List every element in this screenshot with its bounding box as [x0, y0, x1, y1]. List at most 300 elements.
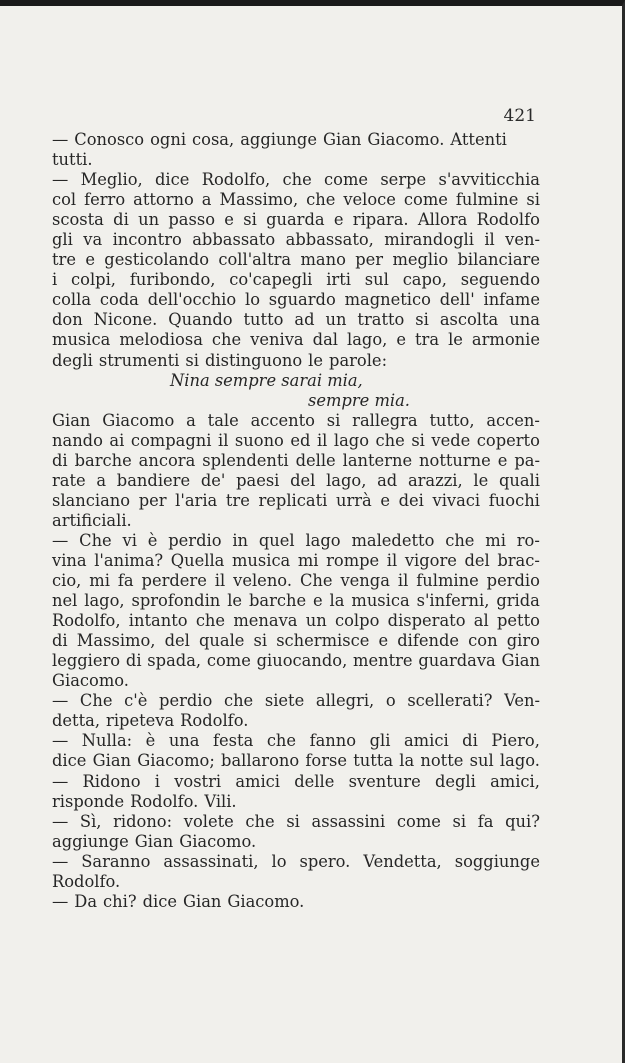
word: ro- — [516, 530, 540, 550]
word: giuocando, — [256, 651, 348, 671]
word: colpo — [335, 611, 380, 631]
word: vivaci — [432, 490, 481, 510]
word: delle — [294, 771, 335, 791]
word: perdere — [141, 571, 207, 591]
word: di — [52, 450, 68, 470]
text-line — [52, 792, 540, 812]
word: dice — [52, 751, 87, 771]
word: e — [313, 591, 323, 611]
word: come — [403, 190, 448, 210]
text-line — [52, 190, 540, 210]
word: suono — [234, 430, 284, 450]
word: s'inferni, — [416, 591, 490, 611]
word: il — [386, 550, 398, 570]
word: coll'altra — [218, 250, 292, 270]
word: paesi — [236, 470, 280, 490]
word: Da — [74, 891, 98, 911]
word: con — [468, 631, 498, 651]
word: Quella — [170, 550, 225, 570]
word: infame — [483, 290, 540, 310]
word: detta, — [52, 711, 101, 731]
word: lanterne — [342, 450, 413, 470]
word: cosa, — [192, 130, 235, 149]
word: Nulla: — [81, 731, 133, 751]
word: si — [253, 631, 268, 651]
text-line — [52, 571, 540, 591]
word: aggiunge — [52, 831, 129, 851]
text-line — [52, 892, 540, 912]
word: tratto — [357, 310, 405, 330]
word: di — [462, 731, 478, 751]
word: intanto — [128, 611, 188, 631]
word: il — [217, 430, 229, 450]
word: risponde — [52, 791, 125, 811]
word: Allora — [417, 210, 468, 230]
word: si — [526, 190, 540, 210]
word: che — [211, 330, 242, 350]
word: lago, — [84, 591, 125, 611]
word: rompe — [326, 550, 380, 570]
word: allegri, — [315, 691, 375, 711]
word: e — [497, 450, 508, 470]
word: amici — [235, 771, 280, 791]
text-line — [52, 852, 540, 872]
text-line — [52, 731, 540, 751]
word: Che — [79, 530, 112, 550]
word: veniva — [250, 330, 304, 350]
word: Giacomo. — [52, 671, 129, 691]
word: Giacomo. — [227, 891, 305, 911]
word: tutto, — [429, 410, 475, 430]
word: il — [214, 571, 226, 591]
word: Meglio, — [80, 170, 143, 190]
word: a — [96, 470, 107, 490]
word: c'è — [124, 691, 148, 711]
word: accen- — [486, 410, 540, 430]
text-line — [52, 671, 540, 691]
word: a — [201, 190, 212, 210]
word: ridono: — [113, 811, 173, 831]
word: de' — [200, 470, 226, 490]
word: si — [452, 811, 467, 831]
word: dal — [312, 330, 338, 350]
word: lago — [305, 530, 341, 550]
word: Gian — [92, 751, 132, 771]
text-line — [52, 491, 540, 511]
word: ripara. — [352, 210, 409, 230]
word: splendenti — [202, 450, 289, 470]
word: col — [52, 190, 77, 210]
word: lago, — [326, 470, 367, 490]
word: gli — [369, 731, 391, 751]
word: Vendetta, — [363, 851, 442, 871]
word: tale — [207, 410, 239, 430]
word: che — [195, 611, 226, 631]
word: che — [306, 190, 336, 210]
word: lago. — [499, 751, 540, 771]
word: vede — [431, 430, 471, 450]
word: le — [308, 350, 324, 370]
body-text — [52, 130, 540, 912]
word: una — [168, 731, 200, 751]
word: Rodolfo. — [52, 871, 121, 891]
word: Ven- — [504, 691, 540, 711]
word: Quando — [168, 310, 233, 330]
word: dell' — [439, 290, 475, 310]
word: gesticolando — [104, 250, 210, 270]
word: Rodolfo — [476, 210, 540, 230]
word: Piero, — [491, 731, 540, 751]
text-line — [52, 150, 540, 170]
word: mentre — [353, 651, 413, 671]
word: Gian — [134, 831, 174, 851]
word: la — [399, 751, 415, 771]
text-line — [52, 711, 540, 731]
word: strumenti — [98, 350, 180, 370]
word: una — [509, 310, 540, 330]
word: mi — [297, 550, 319, 570]
word: dell'occhio — [147, 290, 237, 310]
word: perdio — [486, 571, 540, 591]
word: è — [145, 731, 156, 751]
word: quali — [498, 470, 540, 490]
word: Attenti — [450, 130, 507, 149]
word: tutti. — [52, 150, 93, 170]
word: che — [375, 430, 405, 450]
word: perdio — [159, 691, 213, 711]
word: un — [138, 210, 160, 230]
word: menava — [233, 611, 298, 631]
word: scellerati? — [407, 691, 493, 711]
word: scosta — [52, 210, 104, 230]
word: il — [484, 230, 495, 250]
word: — — [52, 530, 69, 550]
word: barche — [248, 591, 307, 611]
word: che — [445, 530, 475, 550]
text-line — [52, 170, 540, 190]
word: Rodolfo. — [180, 711, 249, 731]
word: Giacomo. — [367, 130, 445, 149]
word: si — [415, 310, 429, 330]
text-line — [52, 431, 540, 451]
word: mirandogli — [384, 230, 474, 250]
word: accento — [250, 410, 315, 430]
word: e — [333, 210, 344, 230]
word: furibondo, — [129, 270, 216, 290]
word: cio, — [52, 571, 82, 591]
word: nel — [52, 591, 78, 611]
text-line — [52, 751, 540, 771]
word: e — [396, 330, 406, 350]
word: l'aria — [175, 490, 218, 510]
word: tutto — [243, 310, 284, 330]
word: artificiali. — [52, 510, 132, 530]
word: passo — [168, 210, 216, 230]
word: meglio — [392, 250, 449, 270]
word: abbassato, — [285, 230, 374, 250]
word: e — [380, 490, 390, 510]
word: — — [52, 170, 69, 190]
word: a — [186, 410, 196, 430]
word: del — [164, 631, 190, 651]
word: vigore — [404, 550, 457, 570]
word: musica — [52, 330, 111, 350]
word: i — [52, 270, 58, 290]
word: notturne — [419, 450, 491, 470]
word: — — [52, 811, 69, 831]
word: o — [385, 691, 396, 711]
word: disperato — [387, 611, 466, 631]
word: mi — [89, 571, 110, 591]
word: notte — [420, 751, 464, 771]
word: le — [473, 470, 489, 490]
word: sul — [469, 751, 494, 771]
word: per — [138, 490, 167, 510]
word: — — [52, 130, 69, 149]
page-number: 421 — [503, 106, 536, 126]
word: Gian — [323, 130, 362, 149]
word: si — [243, 210, 257, 230]
word: volete — [183, 811, 234, 831]
text-line — [52, 772, 540, 792]
word: le — [227, 591, 243, 611]
word: sguardo — [268, 290, 336, 310]
word: lo — [244, 290, 260, 310]
word: lo — [271, 851, 287, 871]
word: incontro — [112, 230, 182, 250]
word: abbassato — [192, 230, 276, 250]
text-line — [52, 290, 540, 310]
text-line — [52, 270, 540, 290]
word: che — [282, 170, 312, 190]
word: — — [52, 891, 69, 911]
text-line — [52, 832, 540, 852]
word: Giacomo; — [137, 751, 215, 771]
word: Rodolfo, — [201, 170, 271, 190]
word: tutta — [353, 751, 394, 771]
text-line — [52, 210, 540, 230]
word: tre — [52, 250, 76, 270]
word: fulmine — [416, 571, 479, 591]
word: Gian — [182, 891, 222, 911]
text-line — [52, 812, 540, 832]
text-line — [52, 631, 540, 651]
text-line — [52, 330, 540, 350]
word: soggiunge — [454, 851, 540, 871]
word: replicati — [258, 490, 328, 510]
word: di — [125, 651, 142, 671]
word: le — [448, 330, 463, 350]
word: un — [325, 310, 347, 330]
text-line — [52, 551, 540, 571]
word: in — [232, 530, 249, 550]
verse-line: sempre mia. — [308, 390, 410, 410]
word: spada, — [147, 651, 202, 671]
word: spero. — [299, 851, 351, 871]
word: per — [355, 250, 384, 270]
word: forse — [305, 751, 347, 771]
word: serpe — [380, 170, 427, 190]
word: assassinati, — [163, 851, 259, 871]
word: dei — [398, 490, 424, 510]
word: slanciano — [52, 490, 131, 510]
word: ogni — [150, 130, 187, 149]
word: chi? — [103, 891, 137, 911]
word: di — [113, 210, 129, 230]
word: delle — [295, 450, 336, 470]
word: fa — [477, 811, 494, 831]
word: Conosco — [74, 130, 145, 149]
word: e — [224, 210, 234, 230]
word: difende — [397, 631, 460, 651]
word: tre — [225, 490, 250, 510]
word: che — [223, 691, 254, 711]
word: come — [324, 170, 369, 190]
verse-line: Nina sempre sarai mia, — [170, 370, 363, 390]
word: musica — [351, 591, 410, 611]
word: fa — [117, 571, 134, 591]
word: ed — [290, 430, 311, 450]
word: Gian — [52, 410, 91, 430]
word: ad — [294, 310, 315, 330]
word: urrà — [335, 490, 372, 510]
word: ballarono — [221, 751, 300, 771]
text-line — [52, 872, 540, 892]
word: del — [290, 470, 316, 490]
word: petto — [496, 611, 540, 631]
word: festa — [213, 731, 254, 751]
word: che — [266, 731, 297, 751]
word: e — [378, 631, 389, 651]
word: guarda — [266, 210, 325, 230]
word: quel — [258, 530, 295, 550]
word: Rodolfo. — [130, 791, 199, 811]
word: vi — [122, 530, 137, 550]
word: aggiunge — [240, 130, 317, 149]
word: coda — [99, 290, 139, 310]
word: si — [286, 811, 300, 831]
word: parole: — [329, 350, 388, 370]
word: degli — [52, 350, 93, 370]
word: giro — [506, 631, 540, 651]
word: brac- — [497, 550, 540, 570]
text-line — [52, 451, 540, 471]
word: nando — [52, 430, 103, 450]
word: Nicone. — [93, 310, 158, 330]
word: Giacomo. — [179, 831, 257, 851]
word: Rodolfo, — [52, 611, 121, 631]
word: del — [464, 550, 490, 570]
word: veloce — [343, 190, 396, 210]
word: bandiere — [116, 470, 191, 490]
word: arazzi, — [407, 470, 463, 490]
word: Massimo, — [219, 190, 299, 210]
word: qui? — [505, 811, 540, 831]
word: colla — [52, 290, 92, 310]
word: veleno. — [233, 571, 292, 591]
word: lago — [333, 430, 370, 450]
word: fuochi — [488, 490, 540, 510]
text-line — [52, 310, 540, 330]
word: Saranno — [81, 851, 151, 871]
word: di — [52, 631, 68, 651]
word: va — [83, 230, 103, 250]
text-line — [52, 511, 540, 531]
word: i — [154, 771, 160, 791]
word: tra — [415, 330, 440, 350]
word: perdio — [168, 530, 222, 550]
word: pa- — [514, 450, 540, 470]
word: un — [305, 611, 327, 631]
text-line — [52, 531, 540, 551]
word: venga — [340, 571, 390, 591]
word: degli — [434, 771, 476, 791]
word: lago, — [347, 330, 388, 350]
word: mano — [300, 250, 346, 270]
word: quale — [198, 631, 245, 651]
word: dice — [142, 891, 177, 911]
word: e — [85, 250, 95, 270]
word: si — [326, 410, 341, 430]
word: sprofondin — [131, 591, 221, 611]
word: sul — [364, 270, 389, 290]
word: Che — [299, 571, 333, 591]
word: che — [245, 811, 275, 831]
word: compagni — [130, 430, 212, 450]
word: distinguono — [204, 350, 303, 370]
word: bilanciare — [457, 250, 540, 270]
word: gli — [52, 230, 73, 250]
text-line — [52, 250, 540, 270]
text-line — [52, 351, 540, 371]
text-line — [52, 691, 540, 711]
word: rate — [52, 470, 86, 490]
word: Giacomo — [102, 410, 175, 430]
word: grida — [496, 591, 540, 611]
word: capo, — [402, 270, 447, 290]
text-line — [52, 411, 540, 431]
word: melodiosa — [119, 330, 203, 350]
word: rallegra — [352, 410, 418, 430]
word: Sì, — [79, 811, 102, 831]
word: irti — [326, 270, 351, 290]
word: Gian — [501, 651, 540, 671]
word: Massimo, — [76, 631, 156, 651]
word: guardava — [418, 651, 496, 671]
word: amici, — [490, 771, 540, 791]
word: sventure — [348, 771, 421, 791]
word: — — [52, 731, 69, 751]
word: come — [396, 811, 441, 831]
text-line — [52, 230, 540, 250]
text-line — [52, 591, 540, 611]
word: seguendo — [460, 270, 540, 290]
word: il — [397, 571, 409, 591]
word: mi — [485, 530, 506, 550]
word: magnetico — [344, 290, 431, 310]
word: leggiero — [52, 651, 121, 671]
word: l'anima? — [94, 550, 164, 570]
word: armonie — [471, 330, 540, 350]
word: Che — [79, 691, 113, 711]
text-line — [52, 611, 540, 631]
word: ai — [109, 430, 125, 450]
word: il — [316, 430, 328, 450]
word: co'capegli — [229, 270, 313, 290]
word: è — [147, 530, 158, 550]
word: si — [411, 430, 425, 450]
word: fanno — [309, 731, 357, 751]
